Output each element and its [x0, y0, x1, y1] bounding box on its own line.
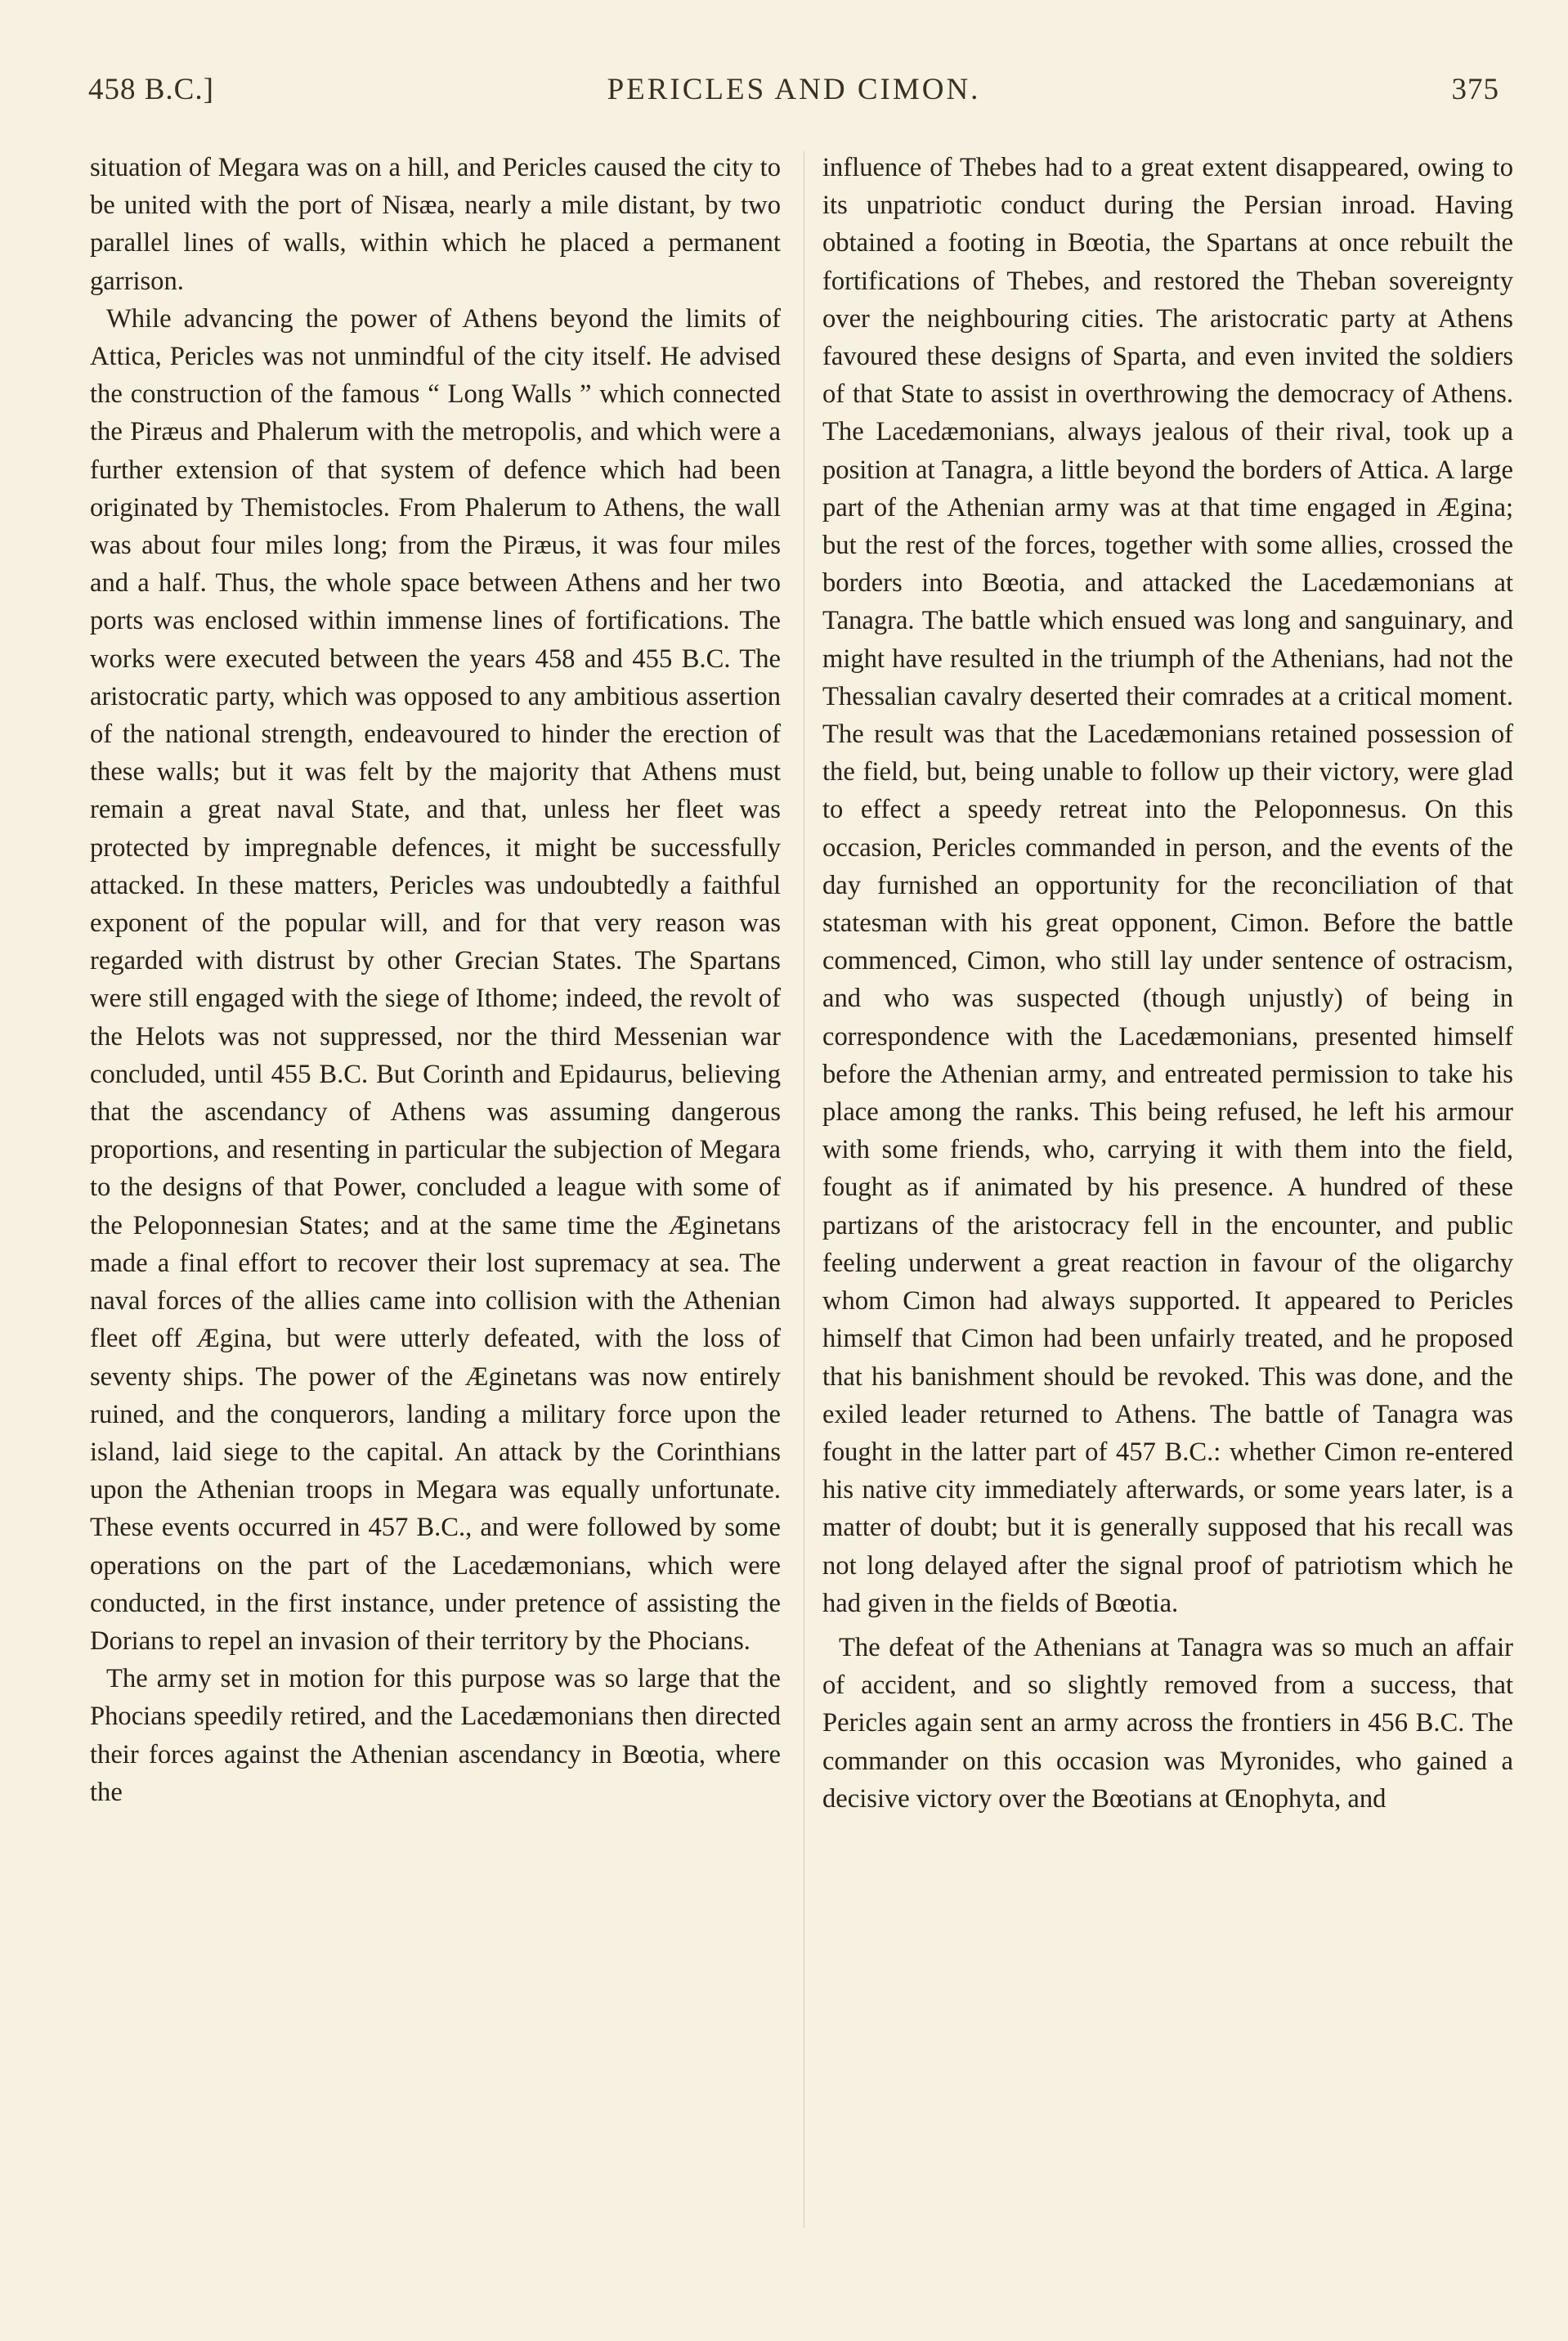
paragraph: While advancing the power of Athens beyond the limits of Attica, Pericles was not unmindful of the city itself. He advised the construction of the famous “ Long Walls ” which connected the Piræus and Phalerum with the metropolis, and which were a further extension of that system of defence which had been originated by Themistocles. From Phalerum to Athens, the wall was about four miles long; from the Piræus, it was four miles and a half. Thus, the whole space between Athens and her two ports was enclosed within immense lines of fortifications. The works were executed between the years 458 and 455 B.C. The aristocratic party, which was opposed to any ambitious assertion of the national strength, endeavoured to hinder the erection of these walls; but it was felt by the majority that Athens must remain a great naval State, and that, unless her fleet was protected by impregnable defences, it might be successfully attacked. In these matters, Pericles was undoubtedly a faithful exponent of the popular will, and for that very reason was regarded with distrust by other Grecian States. The Spartans were still engaged with the siege of Ithome; indeed, the revolt of the Helots was not suppressed, nor the third Messenian war concluded, until 455 B.C. But Corinth and Epidaurus, believing that the ascendancy of Athens was assuming dangerous proportions, and resenting in particular the subjection of Megara to the designs of that Power, concluded a league with some of the Peloponnesian States; and at the same time the Æginetans made a final effort to recover their lost supremacy at sea. The naval forces of the allies came into collision with the Athenian fleet off Ægina, but were utterly defeated, with the loss of seventy ships. The power of the Æginetans was now entirely ruined, and the conquerors, landing a military force upon the island, laid siege to the capital. An attack by the Corinthians upon the Athenian troops in Megara was equally unfortunate. These events occurred in 457 B.C., and were followed by some operations on the part of the Lacedæmonians, which were conducted, in the first instance, under pretence of assisting the Dorians to repel an invasion of their territory by the Phocians. [90, 303, 781, 1656]
header-date: 458 B.C.] [88, 73, 214, 106]
left-column [90, 149, 781, 1811]
page-number: 375 [1451, 73, 1499, 106]
header-title: PERICLES AND CIMON. [607, 73, 981, 106]
paragraph: influence of Thebes had to a great extent disappeared, owing to its unpatriotic conduct during the Persian inroad. Having obtained a footing in Bœotia, the Spartans at once rebuilt the fortifications of Thebes, and restored the Theban sovereignty over the neighbouring cities. The aristocratic party at Athens favoured these designs of Sparta, and even invited the soldiers of that State to assist in overthrowing the democracy of Athens. The Lacedæmonians, always jealous of their rival, took up a position at Tanagra, a little beyond the borders of Attica. A large part of the Athenian army was at that time engaged in Ægina; but the rest of the forces, together with some allies, crossed the borders into Bœotia, and attacked the Lacedæmonians at Tanagra. The battle which ensued was long and sanguinary, and might have resulted in the triumph of the Athenians, had not the Thessalian cavalry deserted their comrades at a critical moment. The result was that the Lacedæmonians retained possession of the field, but, being unable to follow up their victory, were glad to effect a speedy retreat into the Peloponnesus. On this occasion, Pericles commanded in person, and the events of the day furnished an opportunity for the reconciliation of that statesman with his great opponent, Cimon. Before the battle commenced, Cimon, who still lay under sentence of ostracism, and who was suspected (though unjustly) of being in correspondence with the Lacedæmonians, presented himself before the Athenian army, and entreated permission to take his place among the ranks. This being refused, he left his armour with some friends, who, carrying it with them into the field, fought as if animated by his presence. A hundred of these partizans of the aristocracy fell in the encounter, and public feeling underwent a great reaction in favour of the oligarchy whom Cimon had always supported. It appeared to Pericles himself that Cimon had been unfairly treated, and he proposed that his banishment should be revoked. This was done, and the exiled leader returned to Athens. The battle of Tanagra was fought in the latter part of 457 B.C.: whether Cimon re-entered his native city immediately afterwards, or some years later, is a matter of doubt; but it is generally supposed that his recall was not long delayed after the signal proof of patriotism which he had given in the fields of Bœotia. [822, 153, 1513, 1618]
paragraph: The army set in motion for this purpose was so large that the Phocians speedily retired, and the Lacedæmonians then directed their forces against the Athenian ascendancy in Bœotia, where the [90, 1664, 781, 1807]
running-header [88, 72, 1499, 121]
paragraph: The defeat of the Athenians at Tanagra was so much an affair of accident, and so slightly removed from a success, that Pericles again sent an army across the frontiers in 456 B.C. The commander on this occasion was Myronides, who gained a decisive victory over the Bœotians at Œnophyta, and [822, 1632, 1513, 1814]
right-column [822, 149, 1513, 1818]
paragraph: situation of Megara was on a hill, and Pericles caused the city to be united with the port of Nisæa, nearly a mile distant, by two parallel lines of walls, within which he placed a permanent garrison. [90, 153, 781, 296]
